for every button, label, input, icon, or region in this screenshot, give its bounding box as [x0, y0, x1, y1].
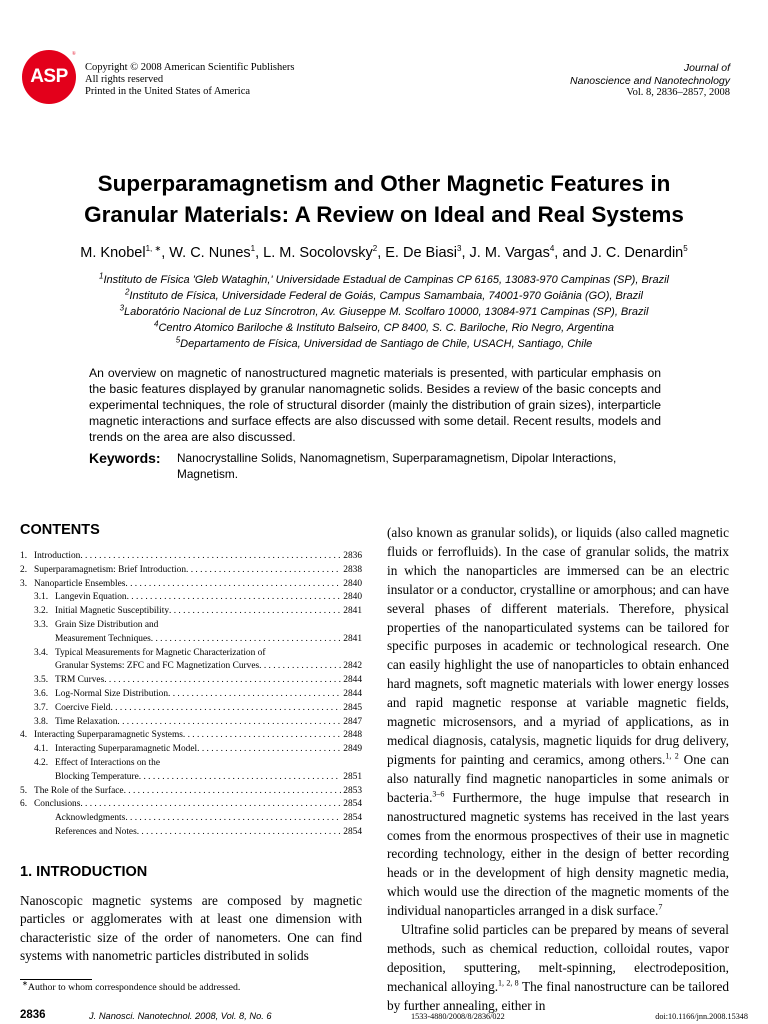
journal-line: Journal of: [683, 62, 730, 74]
journal-header: [570, 62, 730, 100]
page-number: 2836: [20, 1009, 46, 1021]
toc-page: 2841: [343, 606, 362, 617]
toc-entry[interactable]: [20, 785, 362, 799]
affiliation-number: 1: [99, 271, 104, 281]
toc-leader: [186, 564, 341, 578]
toc-page: 2847: [343, 716, 362, 727]
toc-leader: [168, 688, 341, 702]
title-line: Superparamagnetism and Other Magnetic Features in: [97, 171, 671, 196]
toc-leader: [197, 743, 341, 757]
footnote-rule: [20, 979, 92, 980]
author-name: W. C. Nunes: [169, 245, 251, 261]
toc-title: Acknowledgments: [55, 813, 126, 824]
toc-number: [34, 812, 55, 826]
toc-number: 3.6.: [34, 688, 49, 699]
author-affiliation-mark: 1, ∗: [145, 244, 162, 254]
toc-leader: [80, 550, 341, 564]
toc-number: 6.: [20, 799, 28, 810]
publisher-logo: [22, 50, 76, 104]
toc-entry[interactable]: [20, 564, 362, 578]
citation: 1, 2: [665, 751, 679, 761]
citation: 3–6: [432, 789, 445, 799]
toc-number: 4.2.: [34, 757, 49, 768]
toc-entry[interactable]: [20, 688, 362, 702]
toc-leader: [124, 785, 342, 799]
footer-doi: doi:10.1166/jnn.2008.15348: [655, 1012, 748, 1021]
body-text: The final nanostructure can be tailored by further annealing, either in: [387, 978, 730, 1013]
affiliation-text: Centro Atomico Bariloche & Instituto Balseiro, CP 8400, S. C. Bariloche, Rio Negro, Argentina: [158, 322, 614, 334]
toc-number: 3.2.: [34, 606, 49, 617]
toc-page: 2851: [343, 771, 362, 782]
author-name: L. M. Socolovsky: [263, 245, 373, 261]
toc-page: 2854: [343, 826, 362, 837]
toc-number: 4.1.: [34, 744, 49, 755]
toc-number: 3.8.: [34, 716, 49, 727]
author-affiliation-mark: 5: [683, 244, 688, 254]
introduction-paragraph: Nanoscopic magnetic systems are composed by magnetic particles or agglomerates with at least one dimension with characteristic size of the order of nanometers. One can find systems with nanometric particles distributed in solids: [20, 893, 362, 963]
contents-heading: CONTENTS: [20, 522, 100, 538]
toc-page: 2853: [343, 785, 362, 796]
toc-entry[interactable]: [20, 647, 362, 661]
toc-title: Introduction: [34, 551, 81, 561]
citation: 7: [658, 902, 663, 912]
footnote: [22, 979, 241, 993]
toc-entry[interactable]: [20, 591, 362, 605]
toc-leader: [125, 578, 341, 592]
toc-entry[interactable]: [20, 826, 362, 840]
toc-title: Measurement Techniques: [55, 633, 151, 644]
body-text: Ultrafine solid particles can be prepared by means of several methods, such as chemical reduction, colloidal routes, vapor deposition, sputtering, melt-spinning, electrodeposition, mechanical alloying.: [387, 922, 729, 994]
toc-page: 2854: [343, 813, 362, 824]
toc-page: 2838: [343, 564, 362, 575]
toc-title: Effect of Interactions on the: [55, 757, 160, 768]
affiliation-list: [20, 272, 748, 352]
affiliation-number: 4: [154, 319, 159, 329]
footnote-text: Author to whom correspondence should be addressed.: [27, 982, 241, 993]
affiliation-number: 3: [119, 303, 125, 313]
body-paragraph: [387, 921, 729, 1016]
journal-volume: Vol. 8, 2836–2857, 2008: [626, 87, 730, 98]
body-text: (also known as granular solids), or liquids (also called magnetic fluids or ferrofluids). In the case of granular solids, the matrix in which the nanoparticles are immersed can be an electric insulator or a conductor, crystalline or amorphous; and can have several phases of different materials. Therefore, physical properties of the nanoparticulated systems can be tailored for specific purposes in academic or technological research. One can easily highlight the use of nanoparticles to obtain enhanced hard magnets, soft magnetic materials with lower energy losses and rapid magnetic response at variable magnetic fields, magnetic microsensors, and a myriad of applications, as in medical diagnosis, catalysis, magnetic liquids for drug delivery, pigments for painting and ceramics, among others.: [387, 525, 729, 767]
toc-entry[interactable]: [20, 578, 362, 592]
toc-page: 2841: [343, 633, 362, 644]
toc-leader: [139, 771, 341, 785]
affiliation-text: Laboratório Nacional de Luz Síncrotron, Av. Giuseppe M. Scolfaro 10000, 13084-971 Campinas (SP), Brazil: [124, 306, 649, 318]
toc-entry[interactable]: [20, 729, 362, 743]
affiliation: [20, 304, 748, 320]
toc-title: Interacting Superparamagnetic Systems: [34, 730, 183, 741]
logo-text: ASP: [30, 66, 68, 87]
toc-title: Typical Measurements for Magnetic Characterization of: [55, 647, 266, 658]
copyright-line: Copyright © 2008 American Scientific Publishers: [85, 62, 295, 73]
toc-leader: [183, 729, 341, 743]
toc-title: Nanoparticle Ensembles: [34, 578, 126, 589]
table-of-contents: [20, 550, 362, 840]
author-name: J. C. Denardin: [590, 245, 684, 261]
toc-title: Log-Normal Size Distribution: [55, 688, 169, 699]
toc-page: 2842: [343, 661, 362, 672]
toc-page: 2854: [343, 799, 362, 810]
affiliation-text: Departamento de Física, Universidad de Santiago de Chile, USACH, Santiago, Chile: [180, 338, 593, 350]
author-affiliation-mark: 2: [372, 244, 378, 254]
toc-title: Grain Size Distribution and: [55, 619, 159, 630]
footnote-mark: ∗: [22, 979, 28, 988]
toc-entry[interactable]: [20, 812, 362, 826]
toc-number: 3.7.: [34, 702, 49, 713]
toc-title: Time Relaxation: [55, 716, 118, 727]
toc-entry[interactable]: [20, 702, 362, 716]
toc-entry[interactable]: [20, 674, 362, 688]
toc-leader: [104, 674, 341, 688]
toc-number: 3.: [20, 578, 28, 589]
author-list: M. Knobel$^{1, ∗}$, W. C. Nunes$^1$, L. M. Socolovsky$^2$, E. De Biasi$^3$, J. M. Vargas$^4$, and J. C. Denardin$^5$: [80, 244, 688, 261]
toc-leader: [110, 702, 341, 716]
toc-entry[interactable]: [20, 660, 362, 674]
abstract: An overview on magnetic of nanostructured magnetic materials is presented, with particular emphasis on the basic features displayed by granular nanomagnetic solids. Besides a review of the basic concepts and experimental techniques, the role of structural disorder (mainly the distribution of grain sizes), interparticle magnetic interactions and surface effects are also discussed with some detail. Recent results, models and trends on the area are also discussed.: [89, 366, 661, 445]
introduction-heading: 1. INTRODUCTION: [20, 864, 148, 880]
logo-trademark: ®: [72, 52, 76, 57]
affiliation-number: 2: [124, 287, 130, 297]
toc-number: 2.: [20, 564, 28, 575]
toc-leader: [127, 591, 342, 605]
toc-number: 1.: [20, 551, 28, 561]
toc-number: [34, 826, 55, 840]
page-footer: [20, 1010, 748, 1024]
author-affiliation-mark: 1: [250, 244, 256, 254]
affiliation-text: Instituto de Física 'Gleb Wataghin,' Universidade Estadual de Campinas CP 6165, 13083-970 Campinas (SP), Brazil: [103, 274, 669, 286]
toc-number: 3.1.: [34, 592, 49, 603]
toc-leader: [137, 826, 342, 840]
body-paragraph: [387, 524, 729, 921]
toc-entry[interactable]: [20, 757, 362, 771]
toc-page: 2849: [343, 744, 362, 755]
affiliation: [20, 272, 748, 288]
toc-entry[interactable]: [20, 798, 362, 812]
toc-title: References and Notes: [55, 826, 137, 837]
keywords-text: Nanocrystalline Solids, Nanomagnetism, Superparamagnetism, Dipolar Interactions, Magnetism.: [177, 451, 617, 481]
journal-name: Nanoscience and Nanotechnology: [570, 74, 730, 87]
author-name: J. M. Vargas: [469, 245, 550, 261]
toc-entry[interactable]: [20, 605, 362, 619]
body-text: Furthermore, the huge impulse that research in nanostructured magnetic systems has received in the last years comes from the enormous prospectives of their use in magnetic recording technology, either in the design of better recording heads or in the development of high density magnetic media, which would use the direction of the magnetic moments of the individual nanoparticles arranged in a disk surface.: [387, 789, 729, 919]
toc-leader: [151, 633, 341, 647]
keywords-label: Keywords:: [89, 450, 161, 466]
toc-title: Initial Magnetic Susceptibility: [55, 606, 170, 617]
toc-title: Interacting Superparamagnetic Model: [55, 744, 198, 755]
author-affiliation-mark: 4: [549, 244, 555, 254]
toc-entry[interactable]: [20, 619, 362, 633]
body-text-right-column: [387, 524, 729, 1016]
toc-leader: [80, 798, 341, 812]
toc-number: 3.3.: [34, 619, 49, 630]
copyright-line: All rights reserved: [85, 74, 164, 85]
toc-title: Blocking Temperature: [55, 771, 139, 782]
toc-title: Superparamagnetism: Brief Introduction: [34, 564, 187, 575]
toc-entry[interactable]: [20, 716, 362, 730]
toc-entry[interactable]: [20, 550, 362, 564]
toc-page: 2845: [343, 702, 362, 713]
affiliation: [20, 336, 748, 352]
author-affiliation-mark: 3: [457, 244, 462, 254]
footer-issn: 1533-4880/2008/8/2836/022: [411, 1012, 505, 1021]
affiliation-text: Instituto de Física, Universidade Federal de Goiás, Campus Samambaia, 74001-970 Goiânia (GO), Brazil: [129, 290, 644, 302]
article-title: [20, 168, 748, 230]
toc-page: 2840: [343, 578, 362, 589]
toc-page: 2836: [343, 551, 362, 561]
toc-number: 5.: [20, 785, 28, 796]
toc-entry[interactable]: [20, 633, 362, 647]
toc-leader: [117, 716, 341, 730]
toc-leader: [169, 605, 341, 619]
title-line: Granular Materials: A Review on Ideal and Real Systems: [84, 202, 684, 227]
toc-entry[interactable]: [20, 771, 362, 785]
toc-number: 3.5.: [34, 675, 49, 686]
toc-page: 2844: [343, 688, 362, 699]
affiliation: [20, 288, 748, 304]
toc-page: 2840: [343, 592, 362, 603]
toc-title: Conclusions: [34, 799, 81, 810]
citation: 1, 2, 8: [498, 978, 519, 988]
author-name: E. De Biasi: [385, 245, 457, 261]
toc-title: The Role of the Surface: [34, 785, 124, 796]
toc-leader: [259, 660, 341, 674]
toc-title: TRM Curves: [55, 675, 105, 686]
toc-number: 4.: [20, 730, 28, 741]
toc-entry[interactable]: [20, 743, 362, 757]
toc-page: 2848: [343, 730, 362, 741]
footer-journal: J. Nanosci. Nanotechnol. 2008, Vol. 8, No. 6: [89, 1011, 272, 1021]
toc-title: Coercive Field: [55, 702, 111, 713]
toc-number: 3.4.: [34, 647, 49, 658]
affiliation: [20, 320, 748, 336]
body-text: One can also naturally find magnetic nanoparticles in some animals or bacteria.: [387, 751, 729, 805]
toc-page: 2844: [343, 675, 362, 686]
toc-leader: [125, 812, 341, 826]
affiliation-number: 5: [175, 335, 181, 345]
author-name: M. Knobel: [80, 245, 146, 261]
toc-title: Langevin Equation: [55, 592, 127, 603]
copyright-line: Printed in the United States of America: [85, 86, 251, 97]
copyright-notice: [85, 62, 295, 98]
toc-title: Granular Systems: ZFC and FC Magnetization Curves: [55, 661, 260, 672]
